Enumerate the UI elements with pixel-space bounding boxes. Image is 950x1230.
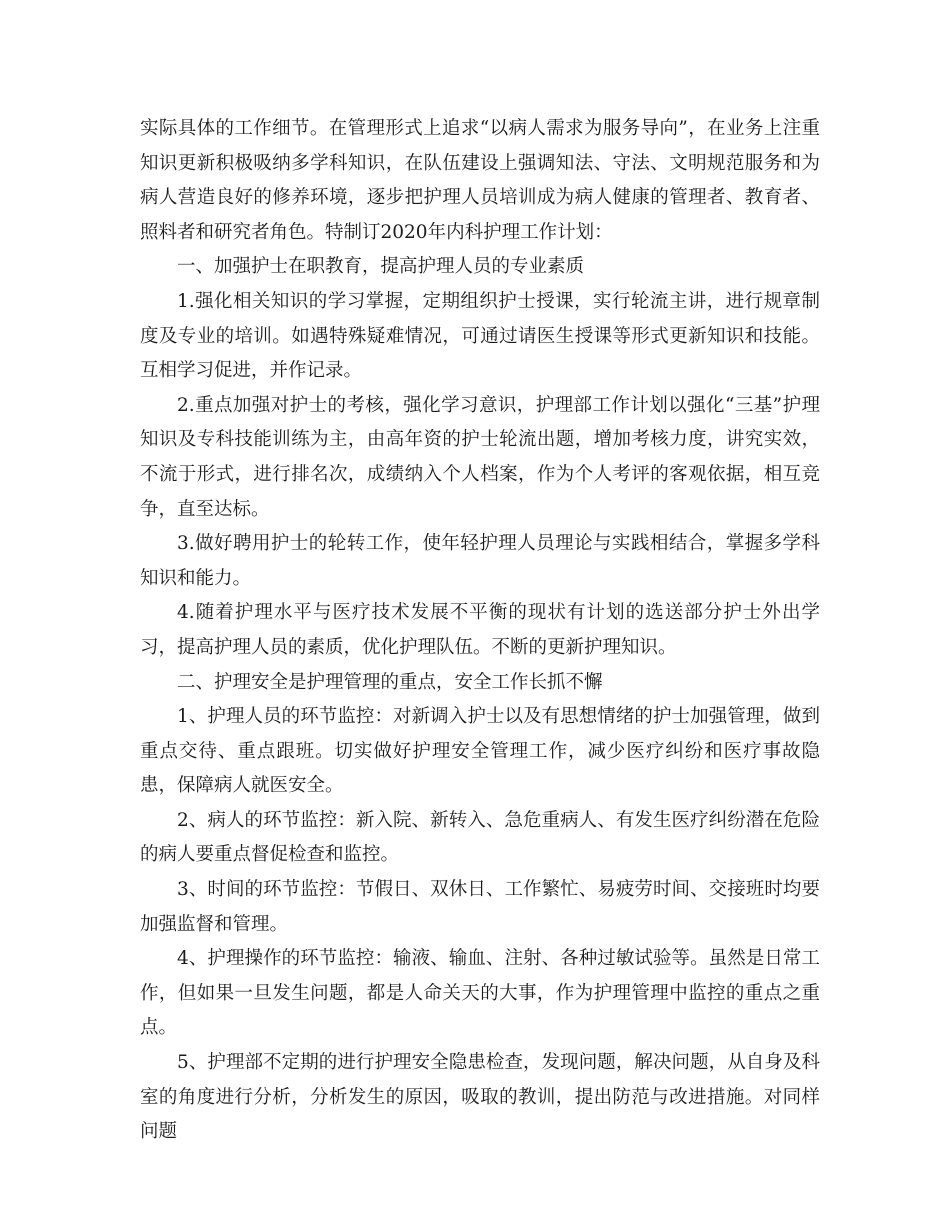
section-heading-1: 一、加强护士在职教育，提高护理人员的专业素质 bbox=[177, 256, 585, 278]
paragraph-1-3: 3.做好聘用护士的轮转工作，使年轻护理人员理论与实践相结合，掌握多学科知识和能力。 bbox=[140, 533, 820, 589]
paragraph-2-5: 5、护理部不定期的进行护理安全隐患检查，发现问题，解决问题，从自身及科室的角度进行分析，分析发生的原因，吸取的教训，提出防范与改进措施。对同样问题 bbox=[140, 1052, 820, 1143]
paragraph-2-1: 1、护理人员的环节监控：对新调入护士以及有思想情绪的护士加强管理，做到重点交待、重点跟班。切实做好护理安全管理工作，减少医疗纠纷和医疗事故隐患，保障病人就医安全。 bbox=[140, 706, 820, 797]
section-heading-2: 二、护理安全是护理管理的重点，安全工作长抓不懈 bbox=[177, 671, 603, 693]
paragraph-intro: 实际具体的工作细节。在管理形式上追求“以病人需求为服务导向”，在业务上注重知识更新积极吸纳多学科知识，在队伍建设上强调知法、守法、文明规范服务和为病人营造良好的修养环境，逐步把护理人员培训成为病人健康的管理者、教育者、照料者和研究者角色。特制订2020年内科护理工作计划： bbox=[140, 118, 820, 243]
paragraph-1-4: 4.随着护理水平与医疗技术发展不平衡的现状有计划的选送部分护士外出学习，提高护理人员的素质，优化护理队伍。不断的更新护理知识。 bbox=[140, 602, 820, 658]
paragraph-2-4: 4、护理操作的环节监控：输液、输血、注射、各种过敏试验等。虽然是日常工作，但如果一旦发生问题，都是人命关天的大事，作为护理管理中监控的重点之重点。 bbox=[140, 948, 820, 1039]
paragraph-1-2: 2.重点加强对护士的考核，强化学习意识，护理部工作计划以强化“三基”护理知识及专科技能训练为主，由高年资的护士轮流出题，增加考核力度，讲究实效，不流于形式，进行排名次，成绩纳入个人档案，作为个人考评的客观依据，相互竞争，直至达标。 bbox=[140, 394, 820, 520]
paragraph-2-2: 2、病人的环节监控：新入院、新转入、急危重病人、有发生医疗纠纷潜在危险的病人要重点督促检查和监控。 bbox=[140, 809, 820, 866]
paragraph-2-3: 3、时间的环节监控：节假日、双休日、工作繁忙、易疲劳时间、交接班时均要加强监督和管理。 bbox=[140, 879, 820, 935]
paragraph-1-1: 1.强化相关知识的学习掌握，定期组织护士授课，实行轮流主讲，进行规章制度及专业的培训。如遇特殊疑难情况，可通过请医生授课等形式更新知识和技能。互相学习促进，并作记录。 bbox=[140, 290, 820, 382]
document-body bbox=[140, 112, 820, 1150]
